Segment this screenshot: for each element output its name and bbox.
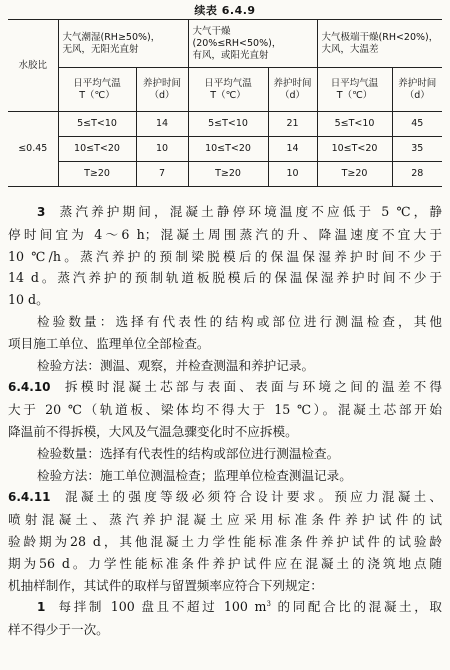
table-cell: T≥20: [317, 162, 392, 187]
text-line: 验龄期为28 d，其他混凝土力学性能标准条件养护试件的试验龄: [8, 533, 442, 549]
text-line: 每拌制 100 盘且不超过 100 m: [58, 599, 267, 615]
text-line: 10 d。: [8, 292, 49, 308]
group-header-extreme: [317, 20, 442, 68]
subheader-line: T（℃）: [336, 89, 373, 101]
text-line: 机抽样制作，其试件的取样与留置频率应符合下列规定：: [8, 577, 323, 593]
text-line: 混凝土的强度等级必须符合设计要求。预应力混凝土、: [65, 489, 443, 505]
table-title: 续表 6.4.9: [194, 4, 256, 17]
inspection-method-1: 检验方法：测温、观察，并检查测温和养护记录。: [36, 357, 315, 373]
clause-6-4-10-line: [8, 376, 442, 399]
body-text: [8, 201, 442, 641]
group-header-line: 无风，无阳光直射: [62, 43, 139, 55]
clause-3-line: [8, 201, 442, 224]
group-header-line: 大气潮湿(RH≥50%)，: [62, 31, 161, 43]
group-header-line: 大风，大温差: [321, 43, 379, 55]
clause-6-4-10-number: 6.4.10: [8, 380, 51, 395]
table-cell: 5≤T<10: [188, 112, 268, 137]
text-line: 蒸汽养护期间，混凝土静停环境温度不应低于 5 ℃，静: [59, 204, 442, 219]
subheader-time: [392, 68, 442, 112]
table-subheader-row: [8, 68, 442, 112]
table-cell: 21: [268, 112, 317, 137]
clause-6-4-11-line: [8, 486, 442, 509]
table-cell: 10: [136, 137, 188, 162]
table-cell: 5≤T<10: [58, 112, 136, 137]
inspection-quantity-2: 检验数量：选择有代表性的结构或部位进行测温检查。: [36, 445, 340, 461]
text-line: 项目施工单位、监理单位全部检查。: [8, 335, 210, 351]
group-header-line: 大气极端干燥(RH<20%)，: [321, 31, 439, 43]
text-line: 降温前不得拆模，大风及气温急骤变化时不应拆模。: [8, 423, 298, 439]
text-line: 样不得少于一次。: [8, 622, 109, 638]
clause-3-number: 3: [36, 205, 46, 219]
subheader-line: 养护时间: [143, 77, 182, 89]
group-header-line: 有风，或阳光直射: [192, 49, 269, 61]
text-line: 期为56 d。力学性能标准条件养护试件应在混凝土的浇筑地点随: [8, 555, 442, 571]
group-header-line: 大气干燥(20%≤RH<50%)，: [192, 25, 282, 49]
subheader-time: [268, 68, 317, 112]
subheader-line: T（℃）: [210, 89, 246, 101]
superscript: 3: [266, 600, 271, 609]
table-cell: 7: [136, 162, 188, 187]
table-cell: 45: [392, 112, 442, 137]
subheader-line: （d）: [404, 89, 430, 101]
table-cell: 10≤T<20: [317, 137, 392, 162]
item-1-line: [8, 596, 442, 619]
subheader-line: 日平均气温: [73, 77, 121, 89]
subheader-time: [136, 68, 188, 112]
curing-time-table: [8, 19, 442, 187]
table-row: [8, 137, 442, 162]
subheader-line: 养护时间: [273, 77, 312, 89]
corner-header: 水胶比: [8, 20, 58, 112]
table-row: [8, 112, 442, 137]
subheader-line: 日平均气温: [330, 77, 379, 89]
table-cell: 10: [268, 162, 317, 187]
item-1-number: 1: [36, 600, 46, 615]
table-cell: T≥20: [188, 162, 268, 187]
text-line: 拆模时混凝土芯部与表面、表面与环境之间的温差不得: [65, 379, 443, 395]
text-line: 的同配合比的混凝土，取: [270, 599, 442, 615]
subheader-line: （d）: [149, 89, 175, 101]
table-cell: 10≤T<20: [188, 137, 268, 162]
table-cell: 28: [392, 162, 442, 187]
text-line: 10 ℃/h。蒸汽养护的预制梁脱模后的保温保湿养护时间不少于: [8, 248, 442, 264]
text-line: 停时间宜为 4～6 h；混凝土周围蒸汽的升、降温速度不宜大于: [8, 226, 442, 242]
table-cell: T≥20: [58, 162, 136, 187]
table-cell: 14: [136, 112, 188, 137]
text-line: 喷射混凝土、蒸汽养护混凝土应采用标准条件养护试件的试: [8, 512, 442, 528]
table-row: [8, 162, 442, 187]
subheader-line: （d）: [280, 89, 306, 101]
clause-6-4-11-number: 6.4.11: [8, 490, 51, 505]
subheader-line: 日平均气温: [204, 77, 252, 89]
row-label: ≤0.45: [8, 112, 58, 187]
table-header-row: [8, 20, 442, 68]
text-line: 14 d。蒸汽养护的预制轨道板脱模后的保温保湿养护时间不少于: [8, 270, 442, 286]
text-line: 大于 20 ℃（轨道板、梁体均不得大于 15 ℃）。混凝土芯部开始: [8, 402, 442, 418]
subheader-temp: [188, 68, 268, 112]
inspection-quantity-1: 检验数量：选择有代表性的结构或部位进行测温检查，其他: [36, 313, 442, 329]
table-cell: 14: [268, 137, 317, 162]
subheader-temp: [317, 68, 392, 112]
subheader-temp: [58, 68, 136, 112]
subheader-line: T（℃）: [79, 89, 115, 101]
table-cell: 5≤T<10: [317, 112, 392, 137]
table-cell: 35: [392, 137, 442, 162]
subheader-line: 养护时间: [398, 77, 437, 89]
table-cell: 10≤T<20: [58, 137, 136, 162]
group-header-dry: [188, 20, 317, 68]
group-header-humid: [58, 20, 188, 68]
inspection-method-2: 检验方法：施工单位测温检查；监理单位检查测温记录。: [36, 467, 352, 483]
